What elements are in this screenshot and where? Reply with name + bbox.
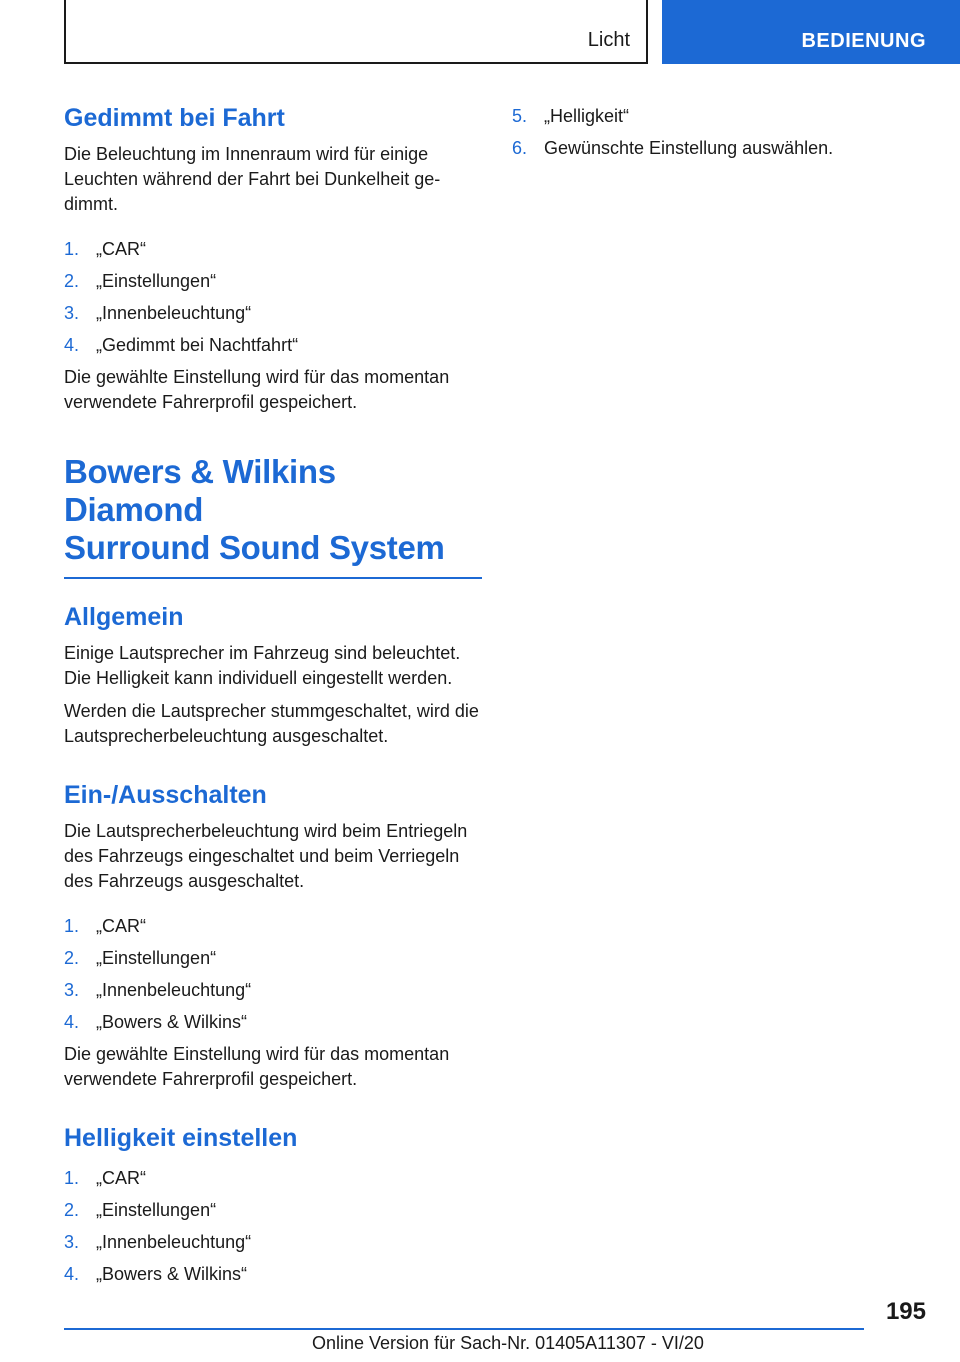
step-number: 1. xyxy=(64,916,80,936)
section-gedimmt xyxy=(64,100,480,415)
major-heading xyxy=(64,453,480,567)
step-text: „Einstellungen“ xyxy=(96,948,217,968)
step-text: „Helligkeit“ xyxy=(544,106,630,126)
header-chapter-tab xyxy=(662,0,960,64)
section-title-helligkeit: Helligkeit einstellen xyxy=(64,1124,298,1152)
major-heading-line2: Surround Sound System xyxy=(64,529,445,566)
section-ein-ausschalten xyxy=(64,777,480,1092)
list-item xyxy=(512,132,912,164)
step-number: 5. xyxy=(512,106,528,126)
list-item xyxy=(64,1006,480,1038)
step-text: „Innenbeleuchtung“ xyxy=(96,980,252,1000)
step-text: „CAR“ xyxy=(96,916,146,936)
list-item xyxy=(64,910,480,942)
section-title-ein-ausschalten: Ein-/Ausschalten xyxy=(64,781,267,809)
header-section-title: Licht xyxy=(587,29,630,51)
step-number: 4. xyxy=(64,335,80,355)
step-number: 4. xyxy=(64,1012,80,1032)
paragraph: Die gewählte Einstellung wird für das momentan verwendete Fahrerprofil gespeichert. xyxy=(64,367,450,412)
paragraph: Die Beleuchtung im Innenraum wird für einige Leuchten während der Fahrt bei Dunkelheit gedimmt. xyxy=(64,144,441,214)
step-text: „Einstellungen“ xyxy=(96,271,217,291)
list-item xyxy=(512,100,912,132)
header-chapter-label: BEDIENUNG xyxy=(801,30,926,52)
footer-rule xyxy=(64,1328,864,1330)
header-section-box xyxy=(64,0,648,64)
section-title-gedimmt: Gedimmt bei Fahrt xyxy=(64,104,285,132)
section-title-allgemein: Allgemein xyxy=(64,603,184,631)
step-number: 1. xyxy=(64,239,80,259)
step-number: 3. xyxy=(64,980,80,1000)
step-text: Gewünschte Einstellung auswählen. xyxy=(544,138,834,158)
paragraph: Einige Lautsprecher im Fahrzeug sind beleuchtet. Die Helligkeit kann individuell eingestellt werden. xyxy=(64,643,461,688)
list-item xyxy=(64,329,480,361)
step-text: „Bowers & Wilkins“ xyxy=(96,1264,248,1284)
list-item xyxy=(64,1226,480,1258)
list-item xyxy=(64,1194,480,1226)
step-number: 3. xyxy=(64,303,80,323)
footer-version-text: Online Version für Sach-Nr. 01405A11307 - VI/20 xyxy=(312,1333,704,1353)
list-item xyxy=(64,297,480,329)
step-text: „Bowers & Wilkins“ xyxy=(96,1012,248,1032)
page-number: 195 xyxy=(885,1298,926,1325)
list-item xyxy=(64,1258,480,1290)
step-text: „Gedimmt bei Nachtfahrt“ xyxy=(96,335,299,355)
paragraph: Die Lautsprecherbeleuchtung wird beim Entriegeln des Fahrzeugs eingeschaltet und beim Verriegeln des Fahrzeugs ausgeschaltet. xyxy=(64,821,468,891)
list-item xyxy=(64,942,480,974)
step-list xyxy=(64,1162,480,1290)
step-text: „Innenbeleuchtung“ xyxy=(96,1232,252,1252)
step-number: 2. xyxy=(64,271,80,291)
step-list xyxy=(512,100,912,164)
step-number: 2. xyxy=(64,948,80,968)
step-list xyxy=(64,233,480,361)
step-text: „Innenbeleuchtung“ xyxy=(96,303,252,323)
major-heading-line1: Bowers & Wilkins Diamond xyxy=(64,453,336,528)
step-text: „CAR“ xyxy=(96,1168,146,1188)
step-list xyxy=(64,910,480,1038)
right-column xyxy=(512,100,912,168)
section-helligkeit xyxy=(64,1120,480,1290)
list-item xyxy=(64,974,480,1006)
left-column xyxy=(64,100,480,1294)
list-item xyxy=(64,233,480,265)
step-text: „Einstellungen“ xyxy=(96,1200,217,1220)
step-number: 1. xyxy=(64,1168,80,1188)
step-number: 4. xyxy=(64,1264,80,1284)
section-allgemein xyxy=(64,599,480,749)
step-text: „CAR“ xyxy=(96,239,146,259)
step-number: 2. xyxy=(64,1200,80,1220)
list-item xyxy=(64,265,480,297)
list-item xyxy=(64,1162,480,1194)
paragraph: Werden die Lautsprecher stummgeschaltet, wird die Lautsprecherbeleuchtung ausgeschaltet. xyxy=(64,701,479,746)
paragraph: Die gewählte Einstellung wird für das momentan verwendete Fahrerprofil gespeichert. xyxy=(64,1044,450,1089)
step-number: 3. xyxy=(64,1232,80,1252)
step-number: 6. xyxy=(512,138,528,158)
section-bowers-wilkins xyxy=(64,453,480,579)
